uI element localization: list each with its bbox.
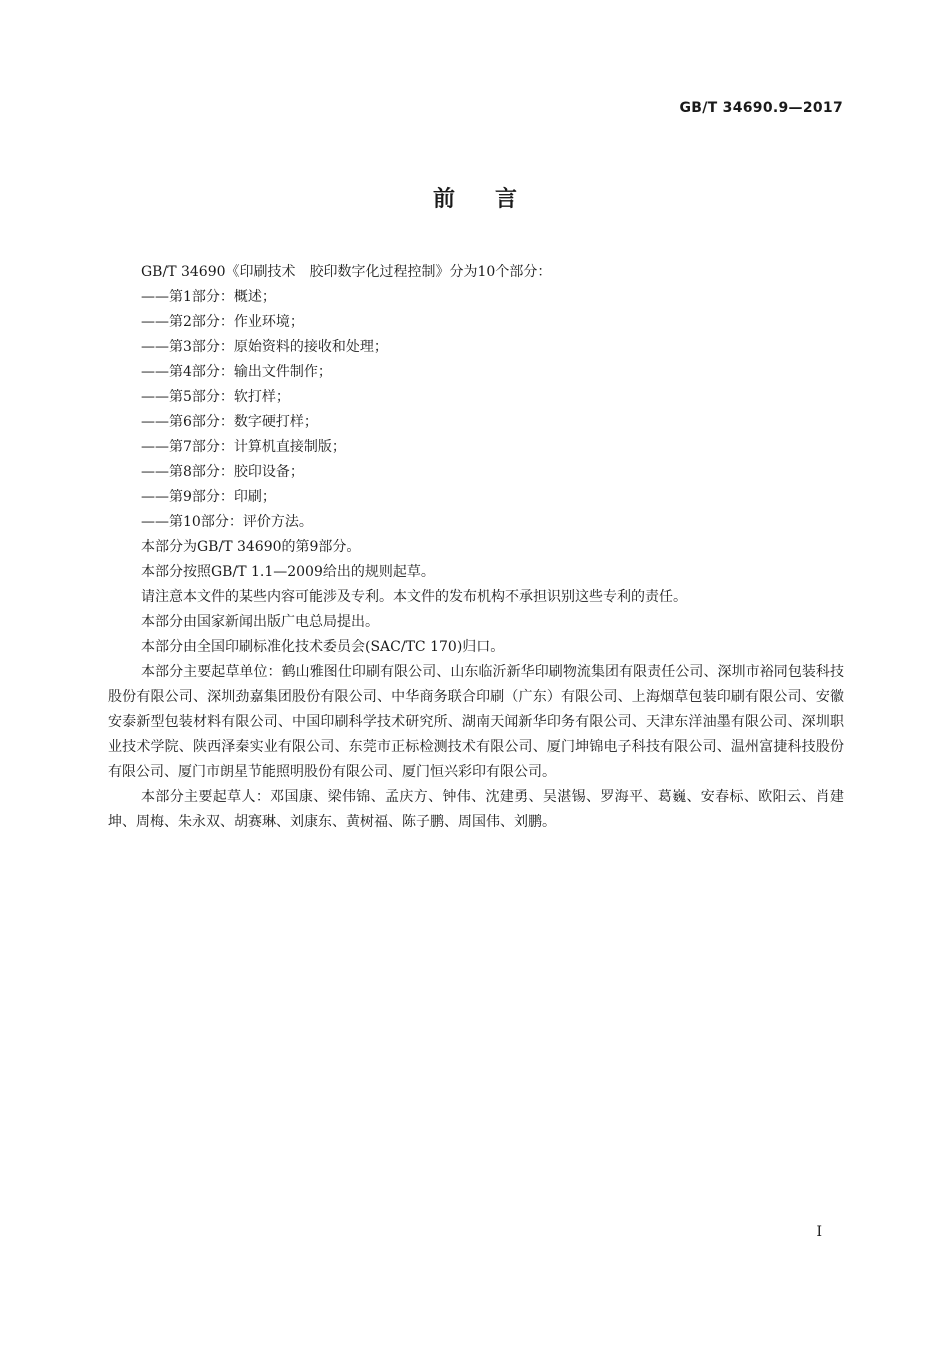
standard-number: GB/T 34690.9—2017	[679, 100, 843, 116]
list-item: ——第7部分：计算机直接制版；	[141, 439, 346, 455]
list-item: ——第1部分：概述；	[141, 289, 276, 305]
intro-paragraph: GB/T 34690《印刷技术 胶印数字化过程控制》分为10个部分：	[141, 264, 552, 280]
paragraph-patent-notice: 请注意本文件的某些内容可能涉及专利。本文件的发布机构不承担识别这些专利的责任。	[141, 589, 687, 605]
list-item: ——第3部分：原始资料的接收和处理；	[141, 339, 388, 355]
paragraph-drafting-units: 本部分主要起草单位：鹤山雅图仕印刷有限公司、山东临沂新华印刷物流集团有限责任公司、深圳市裕同包装科技股份有限公司、深圳劲嘉集团股份有限公司、中华商务联合印刷（广东）有限公司、上海烟草包装印刷有限公司、安徽安泰新型包装材料有限公司、中国印刷科学技术研究所、湖南天闻新华印务有限公司、天津东洋油墨有限公司、深圳职业技术学院、陕西泽秦实业有限公司、东莞市正标检测技术有限公司、厦门坤锦电子科技有限公司、温州富捷科技股份有限公司、厦门市朗星节能照明股份有限公司、厦门恒兴彩印有限公司。	[108, 664, 844, 780]
page-title: 前言	[432, 187, 557, 212]
list-item: ——第4部分：输出文件制作；	[141, 364, 332, 380]
page-number: I	[816, 1224, 822, 1240]
list-item: ——第5部分：软打样；	[141, 389, 290, 405]
list-item: ——第9部分：印刷；	[141, 489, 276, 505]
list-item: ——第10部分：评价方法。	[141, 514, 313, 530]
paragraph-part-statement: 本部分为GB/T 34690的第9部分。	[141, 539, 361, 555]
list-item: ——第8部分：胶印设备；	[141, 464, 304, 480]
paragraph-drafting-rules: 本部分按照GB/T 1.1—2009给出的规则起草。	[141, 564, 435, 580]
parts-list	[108, 285, 844, 535]
paragraph-drafters: 本部分主要起草人：邓国康、梁伟锦、孟庆方、钟伟、沈建勇、吴湛锡、罗海平、葛巍、安春标、欧阳云、肖建坤、周梅、朱永双、胡赛琳、刘康东、黄树福、陈子鹏、周国伟、刘鹏。	[108, 789, 844, 830]
list-item: ——第2部分：作业环境；	[141, 314, 304, 330]
paragraph-administrator: 本部分由全国印刷标准化技术委员会(SAC/TC 170)归口。	[141, 639, 505, 655]
paragraph-proposer: 本部分由国家新闻出版广电总局提出。	[141, 614, 379, 630]
list-item: ——第6部分：数字硬打样；	[141, 414, 318, 430]
foreword-body	[108, 260, 844, 835]
